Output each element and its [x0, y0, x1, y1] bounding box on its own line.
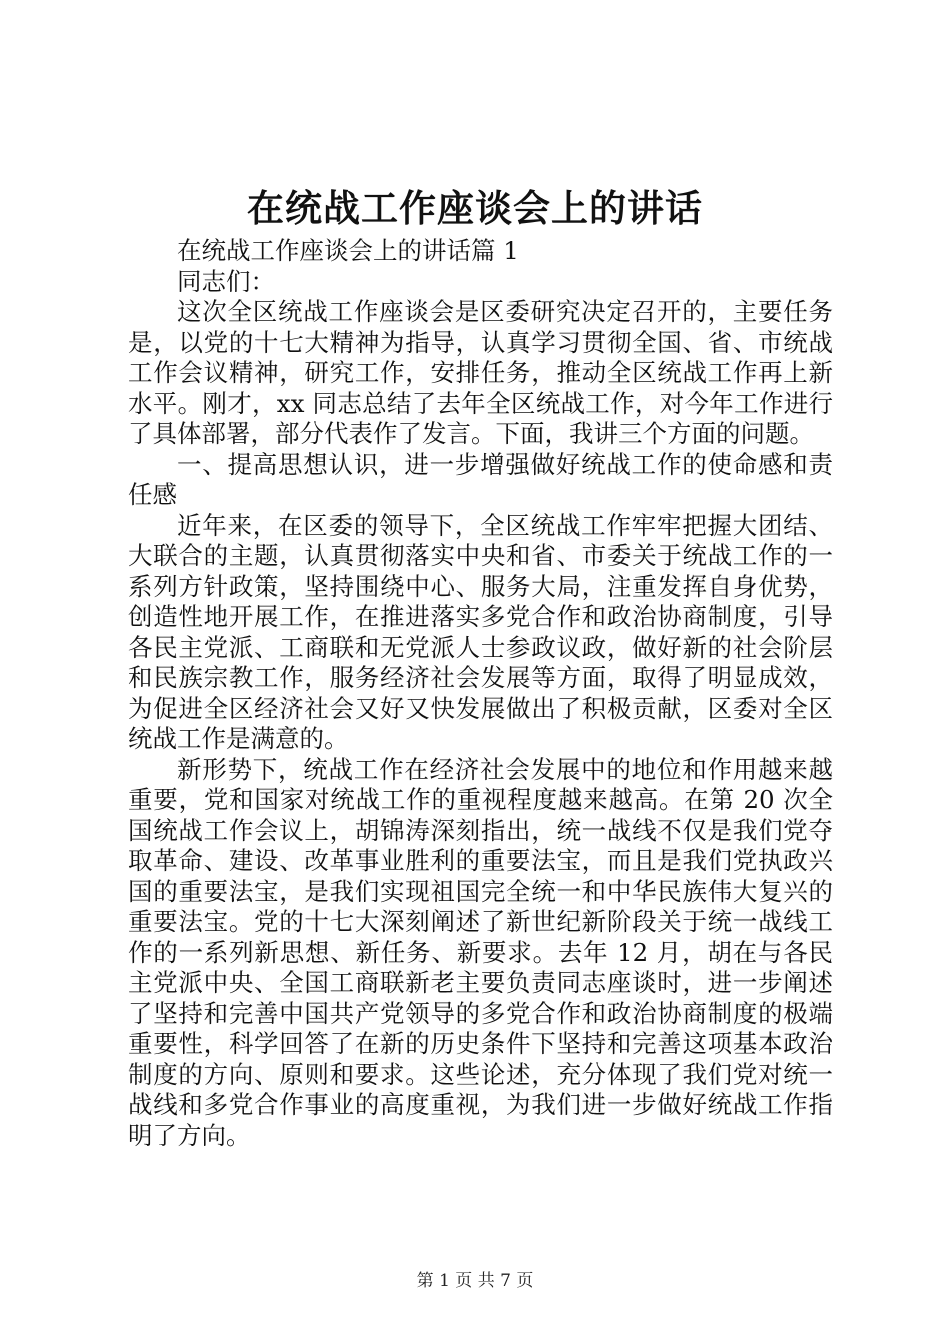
- section-heading: 一、提高思想认识，进一步增强做好统战工作的使命感和责任感: [128, 449, 833, 509]
- body-paragraph: 这次全区统战工作座谈会是区委研究决定召开的，主要任务是，以党的十七大精神为指导，认真学习贯彻全国、省、市统战工作会议精神，研究工作，安排任务，推动全区统战工作再上新水平。刚才，xx 同志总结了去年全区统战工作，对今年工作进行了具体部署，部分代表作了发言。下面，我讲三个方面的问题。: [128, 297, 833, 448]
- body-paragraph: 近年来，在区委的领导下，全区统战工作牢牢把握大团结、大联合的主题，认真贯彻落实中央和省、市委关于统战工作的一系列方针政策，坚持围绕中心、服务大局，注重发挥自身优势，创造性地开展工作，在推进落实多党合作和政治协商制度，引导各民主党派、工商联和无党派人士参政议政，做好新的社会阶层和民族宗教工作，服务经济社会发展等方面，取得了明显成效，为促进全区经济社会又好又快发展做出了积极贡献，区委对全区统战工作是满意的。: [128, 510, 833, 753]
- page-footer: 第 1 页 共 7 页: [416, 1271, 534, 1291]
- subtitle-paragraph: 在统战工作座谈会上的讲话篇 1: [177, 236, 519, 265]
- document-title: 在统战工作座谈会上的讲话: [247, 186, 703, 230]
- body-paragraph: 新形势下，统战工作在经济社会发展中的地位和作用越来越重要，党和国家对统战工作的重视程度越来越高。在第 20 次全国统战工作会议上，胡锦涛深刻指出，统一战线不仅是我们党夺取革命、建设、改革事业胜利的重要法宝，而且是我们党执政兴国的重要法宝，是我们实现祖国完全统一和中华民族伟大复兴的重要法宝。党的十七大深刻阐述了新世纪新阶段关于统一战线工作的一系列新思想、新任务、新要求。去年 12 月，胡在与各民主党派中央、全国工商联新老主要负责同志座谈时，进一步阐述了坚持和完善中国共产党领导的多党合作和政治协商制度的极端重要性，科学回答了在新的历史条件下坚持和完善这项基本政治制度的方向、原则和要求。这些论述，充分体现了我们党对统一战线和多党合作事业的高度重视，为我们进一步做好统战工作指明了方向。: [128, 754, 833, 1150]
- salutation-paragraph: 同志们：: [177, 266, 275, 296]
- document-body: [128, 236, 833, 1151]
